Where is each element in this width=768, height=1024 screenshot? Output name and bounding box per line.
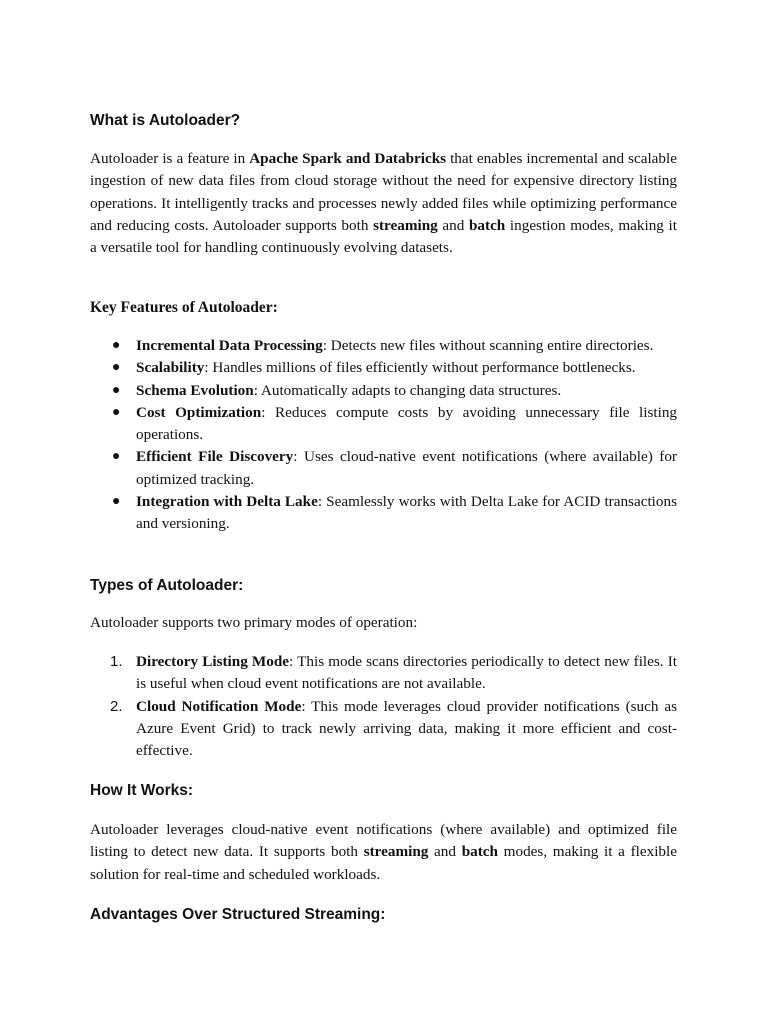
feature-desc: : Reduces compute costs by avoiding unnecessary file listing operations.	[136, 403, 678, 444]
feature-desc: : Uses cloud-native event notifications (where available) for optimized tracking.	[136, 448, 677, 488]
feature-term: Integration with Delta Lake	[136, 493, 318, 511]
how-bold-streaming: streaming	[363, 843, 429, 861]
how-text-1: Autoloader leverages cloud-native event notifications (where available) and optimized file listing to detect new data. It supports both	[90, 821, 677, 861]
mode-desc: : This mode scans directories periodically to detect new files. It is useful when cloud event notifications are not available.	[136, 653, 677, 693]
intro-bold-streaming: streaming	[373, 216, 438, 234]
how-paragraph	[90, 819, 677, 886]
list-item	[90, 491, 677, 536]
heading-types-of-autoloader: Types of Autoloader:	[90, 577, 244, 594]
heading-how-it-works: How It Works:	[90, 782, 194, 799]
mode-desc: : This mode leverages cloud provider notifications (such as Azure Event Grid) to track newly arriving data, making it more efficient and cost-effective.	[136, 697, 677, 760]
feature-term: Cost Optimization	[136, 403, 262, 421]
feature-desc: : Detects new files without scanning entire directories.	[322, 337, 654, 354]
feature-desc: : Seamlessly works with Delta Lake for ACID transactions and versioning.	[136, 493, 677, 533]
heading-key-features: Key Features of Autoloader:	[90, 299, 278, 316]
intro-text-3: and	[437, 216, 469, 234]
list-item	[90, 380, 677, 402]
heading-what-is-autoloader: What is Autoloader?	[90, 112, 241, 129]
intro-text-2: that enables incremental and scalable ingestion of new data files from cloud storage without the need for expensive directory listing operations. It intelligently tracks and processes newly added files while optimizing performance and reducing costs. Autoloader supports both	[90, 150, 677, 234]
intro-text-1: Autoloader is a feature in	[90, 150, 250, 167]
key-features-list	[90, 335, 677, 536]
how-text-2: and	[428, 843, 462, 861]
mode-term: Cloud Notification Mode	[136, 697, 302, 715]
intro-bold-batch: batch	[468, 216, 506, 234]
mode-term: Directory Listing Mode	[136, 653, 290, 670]
heading-advantages: Advantages Over Structured Streaming:	[90, 906, 386, 923]
feature-term: Scalability	[136, 359, 205, 377]
types-intro: Autoloader supports two primary modes of operation:	[90, 614, 418, 631]
list-item	[90, 357, 677, 379]
intro-bold-apache-spark: Apache Spark and Databricks	[249, 150, 447, 167]
feature-term: Incremental Data Processing	[136, 337, 323, 354]
types-list	[90, 651, 677, 762]
list-number: 2.	[110, 697, 123, 715]
feature-desc: : Automatically adapts to changing data structures.	[253, 381, 562, 399]
how-text-3: modes, making it a flexible solution for real-time and scheduled workloads.	[90, 843, 677, 883]
list-item	[90, 446, 677, 491]
list-item	[90, 651, 677, 696]
bullet-icon: ●	[112, 360, 121, 376]
list-item	[90, 335, 677, 357]
list-item	[90, 402, 677, 447]
list-number: 1.	[110, 653, 123, 670]
intro-paragraph	[90, 148, 677, 259]
intro-text-4: ingestion modes, making it a versatile tool for handling continuously evolving datasets.	[90, 216, 677, 257]
bullet-icon: ●	[112, 494, 121, 510]
bullet-icon: ●	[112, 382, 121, 398]
bullet-icon: ●	[112, 338, 121, 353]
how-bold-batch: batch	[461, 843, 498, 861]
bullet-icon: ●	[112, 449, 121, 465]
feature-term: Efficient File Discovery	[136, 448, 294, 466]
feature-desc: : Handles millions of files efficiently without performance bottlenecks.	[204, 359, 636, 377]
feature-term: Schema Evolution	[136, 381, 254, 399]
bullet-icon: ●	[112, 404, 121, 420]
list-item	[90, 696, 677, 763]
